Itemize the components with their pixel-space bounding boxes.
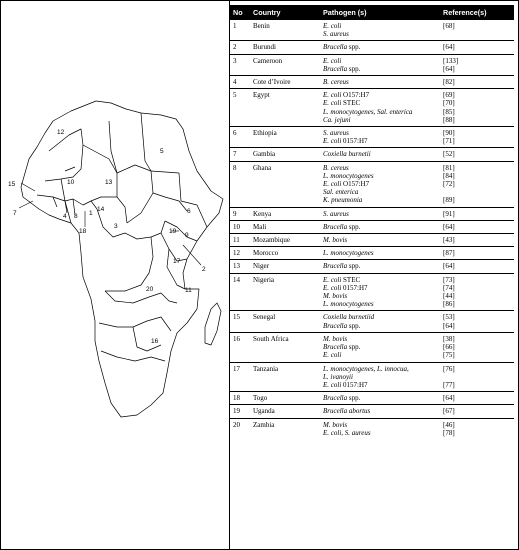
reference-line: [91] xyxy=(443,209,455,218)
cell-no: 1 xyxy=(230,20,250,41)
reference-line: [84] xyxy=(443,171,455,180)
cell-pathogens xyxy=(320,273,440,311)
cell-no: 11 xyxy=(230,234,250,247)
reference-line: [46] xyxy=(443,420,455,429)
pathogen-line: E. coli 0157:H7 xyxy=(323,380,368,389)
cell-no: 19 xyxy=(230,405,250,418)
pathogen-line: M. bovis xyxy=(323,236,348,245)
cell-references xyxy=(440,161,514,207)
cell-references xyxy=(440,41,514,54)
cell-country: Kenya xyxy=(250,207,320,220)
africa-outline xyxy=(21,101,223,417)
table-row xyxy=(230,54,514,75)
cell-references xyxy=(440,418,514,439)
cell-country: South Africa xyxy=(250,332,320,362)
pathogen-line: Brucella spp. xyxy=(323,394,361,403)
table-row xyxy=(230,220,514,233)
cell-pathogens xyxy=(320,247,440,260)
cell-references xyxy=(440,392,514,405)
cell-pathogens xyxy=(320,260,440,273)
table-row xyxy=(230,127,514,148)
table-row xyxy=(230,311,514,332)
africa-map xyxy=(1,1,229,549)
pathogen-line: E. coli O157:H7 xyxy=(323,180,370,189)
cell-country: Gambia xyxy=(250,148,320,161)
table-row xyxy=(230,20,514,41)
cell-no: 17 xyxy=(230,362,250,392)
cell-pathogens xyxy=(320,405,440,418)
cell-no: 2 xyxy=(230,41,250,54)
pathogen-line: Brucella spp. xyxy=(323,222,361,231)
pathogen-line: Coxiella burnetii xyxy=(323,150,371,159)
reference-line xyxy=(443,30,511,38)
pathogen-line: B. cereus xyxy=(323,78,349,87)
cell-no: 13 xyxy=(230,260,250,273)
cell-no: 8 xyxy=(230,161,250,207)
cell-pathogens xyxy=(320,207,440,220)
pathogen-line: Sal. enterica xyxy=(323,188,359,197)
reference-line xyxy=(443,188,511,196)
pathogen-line: Coxiella burnetiid xyxy=(323,313,375,322)
map-label-19: 19 xyxy=(169,228,177,235)
pathogen-line: E. coli O157:H7 xyxy=(323,91,370,100)
cell-references xyxy=(440,127,514,148)
pathogen-line: Brucella spp. xyxy=(323,321,361,330)
table-body xyxy=(230,20,514,439)
cell-no: 12 xyxy=(230,247,250,260)
africa-map-panel xyxy=(1,1,230,549)
cell-references xyxy=(440,247,514,260)
pathogen-line: E. coli STEC xyxy=(323,275,361,284)
cell-pathogens xyxy=(320,41,440,54)
pathogen-table xyxy=(230,5,514,439)
reference-line: [69] xyxy=(443,91,455,100)
madagascar-outline xyxy=(205,303,221,345)
reference-line: [133] xyxy=(443,56,459,65)
cell-pathogens xyxy=(320,418,440,439)
reference-line: [90] xyxy=(443,129,455,138)
reference-line: [70] xyxy=(443,99,455,108)
reference-line xyxy=(443,373,511,381)
pathogen-line: Brucella spp. xyxy=(323,262,361,271)
pathogen-line: L. monocytogenes xyxy=(323,249,374,258)
cell-pathogens xyxy=(320,148,440,161)
cell-country: Togo xyxy=(250,392,320,405)
reference-line: [64] xyxy=(443,222,455,231)
cell-no: 14 xyxy=(230,273,250,311)
pathogen-line: S. aureus xyxy=(323,30,349,39)
cell-no: 16 xyxy=(230,332,250,362)
cell-pathogens xyxy=(320,161,440,207)
cell-references xyxy=(440,405,514,418)
reference-line: [71] xyxy=(443,137,455,146)
cell-pathogens xyxy=(320,76,440,89)
table-row xyxy=(230,161,514,207)
table-row xyxy=(230,405,514,418)
pathogen-line: L. monocytogenes xyxy=(323,300,374,309)
pathogen-line: K. pneumonia xyxy=(323,196,363,205)
table-row xyxy=(230,89,514,127)
pathogen-line: Brucella spp. xyxy=(323,343,361,352)
reference-line: [76] xyxy=(443,364,455,373)
cell-no: 4 xyxy=(230,76,250,89)
pathogen-line: E. coli 0157:H7 xyxy=(323,283,368,292)
table-header-row xyxy=(230,5,514,20)
cell-references xyxy=(440,273,514,311)
map-label-2: 2 xyxy=(202,266,206,273)
map-label-12: 12 xyxy=(57,129,65,136)
cell-country: Niger xyxy=(250,260,320,273)
header-references: Reference(s) xyxy=(440,5,514,20)
cell-pathogens xyxy=(320,362,440,392)
table-row xyxy=(230,148,514,161)
cell-references xyxy=(440,220,514,233)
cell-country: Cameroon xyxy=(250,54,320,75)
table-row xyxy=(230,207,514,220)
reference-line: [44] xyxy=(443,292,455,301)
map-label-16: 16 xyxy=(151,338,159,345)
pathogen-line: E. coli xyxy=(323,22,342,30)
map-label-6: 6 xyxy=(187,208,191,215)
cell-references xyxy=(440,234,514,247)
pathogen-line: E. coli xyxy=(323,56,342,65)
reference-line: [74] xyxy=(443,283,455,292)
cell-references xyxy=(440,362,514,392)
map-label-4: 4 xyxy=(63,213,67,220)
cell-no: 20 xyxy=(233,420,240,429)
cell-references xyxy=(440,20,514,41)
map-label-20: 20 xyxy=(146,286,154,293)
pathogen-line: Brucella abortus xyxy=(323,407,371,416)
table-row xyxy=(230,41,514,54)
cell-country: Ghana xyxy=(250,161,320,207)
reference-line: [64] xyxy=(443,64,455,73)
map-label-7: 7 xyxy=(13,210,17,217)
map-label-3: 3 xyxy=(114,223,118,230)
reference-line: [64] xyxy=(443,262,455,271)
cell-country: Egypt xyxy=(250,89,320,127)
map-label-13: 13 xyxy=(105,179,113,186)
cell-no: 9 xyxy=(230,207,250,220)
cell-country: Mali xyxy=(250,220,320,233)
reference-line: [87] xyxy=(443,249,455,258)
cell-pathogens xyxy=(320,332,440,362)
cell-no: 18 xyxy=(230,392,250,405)
reference-line: [67] xyxy=(443,407,455,416)
map-label-10: 10 xyxy=(67,179,75,186)
pathogen-line: Brucella spp. xyxy=(323,43,361,52)
cell-references xyxy=(440,332,514,362)
header-country: Country xyxy=(250,5,320,20)
pathogen-line: E. coli, S. aureus xyxy=(323,428,371,437)
pathogen-line: S. aureus xyxy=(323,129,349,138)
cell-pathogens xyxy=(320,20,440,41)
cell-pathogens xyxy=(320,89,440,127)
cell-pathogens xyxy=(320,54,440,75)
table-row xyxy=(230,234,514,247)
cell-references xyxy=(440,311,514,332)
cell-country: Tanzania xyxy=(250,362,320,392)
table-row xyxy=(230,392,514,405)
cell-pathogens xyxy=(320,311,440,332)
table-row xyxy=(230,247,514,260)
cell-country: Nigeria xyxy=(250,273,320,311)
pathogen-line: M. bovis xyxy=(323,334,348,343)
cell-country: Cote d’Ivoire xyxy=(250,76,320,89)
reference-line: [38] xyxy=(443,334,455,343)
pathogen-line: B. cereus xyxy=(323,163,349,172)
cell-country: Uganda xyxy=(250,405,320,418)
cell-references xyxy=(440,148,514,161)
reference-line: [78] xyxy=(443,428,455,437)
map-label-5: 5 xyxy=(160,148,164,155)
cell-references xyxy=(440,54,514,75)
cell-country: Senegal xyxy=(250,311,320,332)
map-label-17: 17 xyxy=(173,258,181,265)
pathogen-line: L. monocytogenes xyxy=(323,171,374,180)
reference-line: [64] xyxy=(443,43,455,52)
cell-country: Mozambique xyxy=(250,234,320,247)
cell-country: Zambia xyxy=(253,420,275,429)
map-label-8: 8 xyxy=(74,213,78,220)
map-label-18: 18 xyxy=(79,228,87,235)
cell-country: Ethiopia xyxy=(250,127,320,148)
cell-no: 15 xyxy=(230,311,250,332)
table-row xyxy=(230,260,514,273)
cell-country: Benin xyxy=(250,20,320,41)
pathogen-line: E. coli 0157:H7 xyxy=(323,137,368,146)
pathogen-line: L. monocytogenes, L. innocua, xyxy=(323,364,409,373)
table-row xyxy=(230,418,514,439)
cell-no: 10 xyxy=(230,220,250,233)
cell-no: 5 xyxy=(230,89,250,127)
reference-line: [82] xyxy=(443,78,455,87)
reference-line: [66] xyxy=(443,343,455,352)
pathogen-line: M. bovis xyxy=(323,420,348,429)
pathogen-line: E. coli xyxy=(323,351,342,360)
cell-pathogens xyxy=(320,392,440,405)
cell-no: 6 xyxy=(230,127,250,148)
cell-pathogens xyxy=(320,127,440,148)
table-row xyxy=(230,332,514,362)
pathogen-table-panel xyxy=(230,5,514,439)
pathogen-line: E. coli STEC xyxy=(323,99,361,108)
header-pathogen: Pathogen (s) xyxy=(320,5,440,20)
reference-line: [73] xyxy=(443,275,455,284)
pathogen-line: L. monocytogenes, Sal. enterica xyxy=(323,107,413,116)
cell-references xyxy=(440,89,514,127)
cell-references xyxy=(440,207,514,220)
pathogen-line: M. bovis xyxy=(323,292,348,301)
pathogen-line: Brucella spp. xyxy=(323,64,361,73)
table-row xyxy=(230,362,514,392)
reference-line: [64] xyxy=(443,321,455,330)
reference-line: [81] xyxy=(443,163,455,172)
header-no: No xyxy=(230,5,250,20)
reference-line: [89] xyxy=(443,196,455,205)
map-label-14: 14 xyxy=(97,206,105,213)
reference-line: [77] xyxy=(443,380,455,389)
reference-line: [64] xyxy=(443,394,455,403)
map-label-11: 11 xyxy=(185,287,192,294)
cell-pathogens xyxy=(320,234,440,247)
reference-line: [85] xyxy=(443,107,455,116)
map-label-15: 15 xyxy=(8,181,16,188)
reference-line: [88] xyxy=(443,115,455,124)
cell-references xyxy=(440,260,514,273)
pathogen-line: L. ivanoyii xyxy=(323,372,353,381)
table-row xyxy=(230,76,514,89)
map-label-1: 1 xyxy=(89,210,93,217)
reference-line: [86] xyxy=(443,300,455,309)
cell-country: Burundi xyxy=(250,41,320,54)
reference-line: [43] xyxy=(443,236,455,245)
reference-line: [75] xyxy=(443,351,455,360)
cell-no: 3 xyxy=(230,54,250,75)
cell-references xyxy=(440,76,514,89)
table-row xyxy=(230,273,514,311)
map-label-9: 9 xyxy=(185,232,189,239)
reference-line: [72] xyxy=(443,180,455,189)
cell-country: Morocco xyxy=(250,247,320,260)
pathogen-line: S. aureus xyxy=(323,209,349,218)
reference-line: [53] xyxy=(443,313,455,322)
cell-pathogens xyxy=(320,220,440,233)
pathogen-line: Ca. jejuni xyxy=(323,115,351,124)
reference-line: [52] xyxy=(443,150,455,159)
reference-line: [68] xyxy=(443,22,455,30)
cell-no: 7 xyxy=(230,148,250,161)
